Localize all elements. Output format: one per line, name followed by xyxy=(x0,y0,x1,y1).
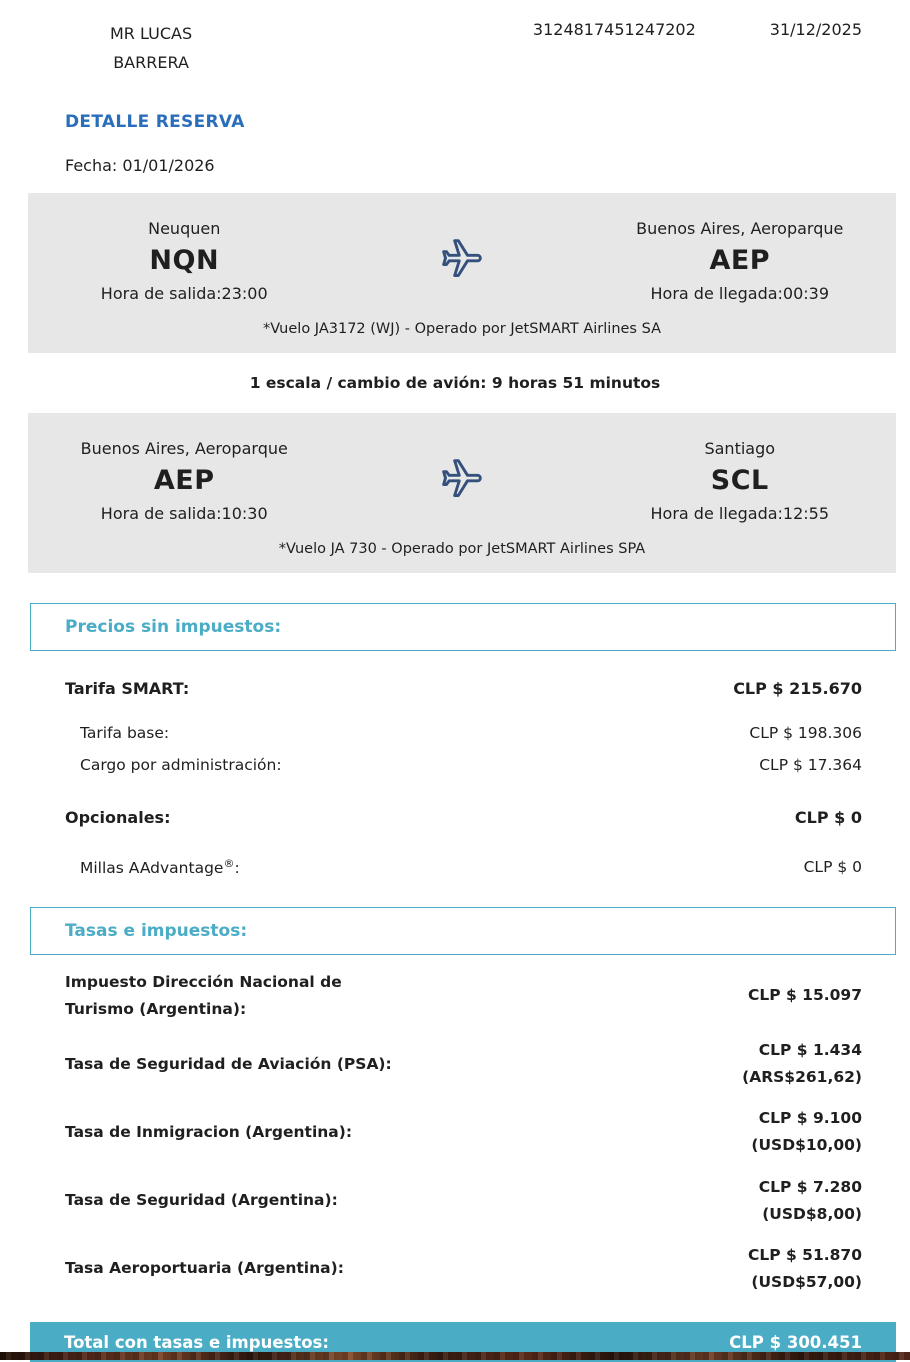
flight-info-1: *Vuelo JA3172 (WJ) - Operado por JetSMART Airlines SA xyxy=(263,320,661,337)
arrival-time: Hora de llegada:00:39 xyxy=(650,283,830,303)
departure-time: Hora de salida:23:00 xyxy=(100,283,268,303)
segment-2-middle xyxy=(340,457,583,505)
fare-label: Millas AAdvantage®: xyxy=(80,856,240,877)
total-label: Total con tasas e impuestos: xyxy=(64,1332,329,1352)
fare-row-tarifa-base xyxy=(80,724,862,742)
segment-2-destination xyxy=(584,439,896,523)
fare-row-tarifa-smart xyxy=(65,679,862,698)
flight-segment-1 xyxy=(28,193,896,353)
total-value: CLP $ 300.451 xyxy=(729,1332,862,1352)
tax-label: Tasa de Inmigracion (Argentina): xyxy=(65,1122,353,1141)
segment-1-origin xyxy=(28,219,340,303)
tax-label: Tasa de Seguridad de Aviación (PSA): xyxy=(65,1054,392,1073)
footer-photo-strip xyxy=(0,1352,910,1360)
tax-row-seguridad xyxy=(65,1174,862,1228)
tax-label: Tasa Aeroportuaria (Argentina): xyxy=(65,1259,344,1278)
tax-row-turismo xyxy=(65,969,862,1023)
tax-value: CLP $ 1.434 (ARS$261,62) xyxy=(742,1041,862,1087)
layover-note: 1 escala / cambio de avión: 9 horas 51 minutos xyxy=(249,373,661,392)
flight-info-2: *Vuelo JA 730 - Operado por JetSMART Airlines SPA xyxy=(278,540,646,557)
taxes-section-header: Tasas e impuestos: xyxy=(30,907,896,955)
tax-label: Impuesto Dirección Nacional de Turismo (Argentina): xyxy=(65,972,342,1018)
origin-city: Buenos Aires, Aeroparque xyxy=(80,438,288,458)
tax-label: Tasa de Seguridad (Argentina): xyxy=(65,1191,338,1210)
prices-section-header: Precios sin impuestos: xyxy=(30,603,896,651)
tax-value: CLP $ 15.097 xyxy=(747,986,862,1005)
flight-segment-2 xyxy=(28,413,896,573)
destination-airport-code: AEP xyxy=(709,244,771,276)
origin-airport-code: AEP xyxy=(153,464,215,496)
registered-trademark-symbol: ® xyxy=(223,856,235,870)
fare-row-cargo-administracion xyxy=(80,756,862,774)
destination-airport-code: SCL xyxy=(710,464,769,496)
fare-label: Cargo por administración: xyxy=(80,755,282,774)
fare-label: Tarifa base: xyxy=(80,723,170,742)
fare-value: CLP $ 17.364 xyxy=(759,755,862,774)
fare-label: Opcionales: xyxy=(65,807,171,827)
tax-row-aeroportuaria xyxy=(65,1242,862,1296)
passenger-name-line2: BARRERA xyxy=(113,52,189,72)
fare-row-millas-aadvantage xyxy=(80,857,862,877)
origin-city: Neuquen xyxy=(148,218,221,238)
segment-1-destination xyxy=(584,219,896,303)
airplane-icon xyxy=(440,457,484,505)
reservation-detail-title: DETALLE RESERVA xyxy=(65,111,245,132)
fare-value: CLP $ 0 xyxy=(803,857,862,876)
airplane-icon xyxy=(440,237,484,285)
flight-segment-1-row xyxy=(28,219,896,303)
fare-value: CLP $ 0 xyxy=(794,807,862,827)
reservation-date: Fecha: 01/01/2026 xyxy=(65,155,215,175)
origin-airport-code: NQN xyxy=(149,244,220,276)
flight-segment-2-row xyxy=(28,439,896,523)
departure-time: Hora de salida:10:30 xyxy=(100,503,268,523)
issue-date: 31/12/2025 xyxy=(769,20,862,39)
segment-1-middle xyxy=(340,237,583,285)
fare-value: CLP $ 198.306 xyxy=(749,723,862,742)
arrival-time: Hora de llegada:12:55 xyxy=(650,503,830,523)
passenger-name xyxy=(110,20,192,78)
segment-2-origin xyxy=(28,439,340,523)
passenger-name-line1: MR LUCAS xyxy=(110,24,193,43)
tax-value: CLP $ 7.280 (USD$8,00) xyxy=(758,1177,862,1223)
destination-city: Buenos Aires, Aeroparque xyxy=(636,218,844,238)
fare-row-opcionales xyxy=(65,808,862,827)
document-header xyxy=(0,14,910,78)
ticket-number: 3124817451247202 xyxy=(532,20,696,39)
tax-row-inmigracion xyxy=(65,1105,862,1159)
fare-label: Tarifa SMART: xyxy=(65,678,190,698)
tax-value: CLP $ 51.870 (USD$57,00) xyxy=(747,1245,862,1291)
destination-city: Santiago xyxy=(704,438,776,458)
fare-value: CLP $ 215.670 xyxy=(733,678,862,698)
tax-row-seguridad-aviacion xyxy=(65,1037,862,1091)
tax-value: CLP $ 9.100 (USD$10,00) xyxy=(751,1109,862,1155)
